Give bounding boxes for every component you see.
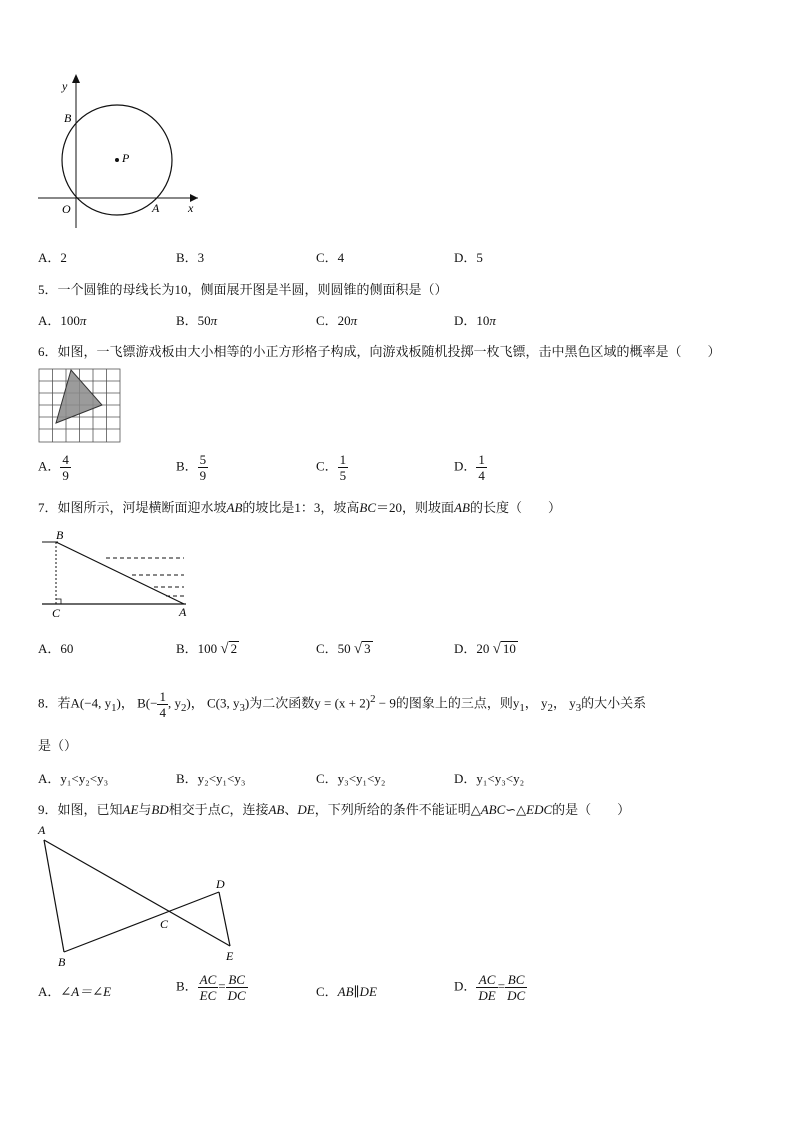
label-a: A <box>152 201 160 215</box>
embankment-figure <box>38 528 198 620</box>
y-axis-arrow-icon <box>72 74 80 83</box>
q7-option-b: B．100 √ 2 <box>176 641 238 657</box>
point-p <box>115 158 119 162</box>
q5-option-c: C．20π <box>316 313 358 328</box>
shaded-triangle <box>56 370 102 423</box>
label-p: P <box>122 151 130 165</box>
segment-ae <box>44 840 230 946</box>
label-b: B <box>58 955 66 969</box>
label-o: O <box>62 202 71 216</box>
q6-stem: 6．如图，一飞镖游戏板由大小相等的小正方形格子构成，向游戏板随机投掷一枚飞镖，击中黑色区域的概率是（ ） <box>38 344 721 359</box>
q8-option-c: C．y₃<y₁<y₂ <box>316 771 386 786</box>
q7-option-c: C．50 √ 3 <box>316 641 371 657</box>
q5-option-d: D．10π <box>454 313 496 328</box>
label-y: y <box>62 79 68 93</box>
label-x: x <box>188 201 194 215</box>
q8-option-d: D．y₁<y₃<y₂ <box>454 771 525 786</box>
q7-stem: 7．如图所示，河堤横断面迎水坡AB的坡比是1：3，坡高BC＝20，则坡面AB的长度（ ） <box>38 500 561 515</box>
label-e: E <box>226 949 234 963</box>
q5-option-b: B．50π <box>176 313 218 328</box>
q6-option-c: C． $\frac{1}{5}$ <box>316 452 347 483</box>
label-c: C <box>160 917 169 931</box>
q7-option-a: A．60 <box>38 641 74 656</box>
q6-option-b: B． $\frac{5}{9}$ <box>176 452 207 483</box>
label-b: B <box>56 528 64 542</box>
segment-bd <box>64 892 219 952</box>
slope-ab <box>56 542 184 604</box>
q7-option-d: D．20 √ 10 <box>454 641 516 657</box>
segment-ab <box>44 840 64 952</box>
q9-stem: 9．如图，已知AE与BD相交于点C，连接AB、DE，下列所给的条件不能证明△ABC∽△EDC的是（ ） <box>38 802 631 817</box>
q6-option-d: D． $\frac{1}{4}$ <box>454 452 485 483</box>
q9-option-b: B． $\frac{AC}{EC}$ = $\frac{BC}{DC}$ <box>176 972 246 1003</box>
q9-option-a: A．∠A＝∠E <box>38 984 112 999</box>
label-a: A <box>179 605 187 619</box>
label-b: B <box>64 111 72 125</box>
label-d: D <box>216 877 225 891</box>
circle-figure <box>30 70 210 230</box>
label-c: C <box>52 606 61 620</box>
dart-board-figure <box>38 368 122 444</box>
q8-stem: 8．若A(−4, $y_1$)， B(− $\frac{1}{4}$ , $y_2$)， C(3, $y_3$)为二次函数$y = (x + 2)^2 - 9$的图象上的三点，则$y_1$， $y_2$， $y_3$的大小关系 <box>38 688 647 720</box>
q8-stem-cont: 是（） <box>38 738 78 753</box>
q8-option-a: A．y₁<y₂<y₃ <box>38 771 109 786</box>
q8-option-b: B．y₂<y₁<y₃ <box>176 771 246 786</box>
q4-option-c: C．4 <box>316 250 345 265</box>
q4-option-d: D．5 <box>454 250 483 265</box>
segment-de <box>219 892 230 946</box>
q4-option-b: B．3 <box>176 250 205 265</box>
label-a: A <box>38 823 46 837</box>
q4-option-a: A．2 <box>38 250 67 265</box>
q9-option-c: C．AB∥DE <box>316 984 377 999</box>
q8-b-fraction: $\frac{1}{4}$ <box>159 688 166 720</box>
triangles-figure <box>32 822 252 972</box>
q5-option-a: A．100π <box>38 313 87 328</box>
q5-stem: 5．一个圆锥的母线长为10，侧面展开图是半圆，则圆锥的侧面积是（） <box>38 282 448 297</box>
q9-option-d: D． $\frac{AC}{DE}$ = $\frac{BC}{DC}$ <box>454 972 526 1003</box>
q6-option-a: A． $\frac{4}{9}$ <box>38 452 69 483</box>
